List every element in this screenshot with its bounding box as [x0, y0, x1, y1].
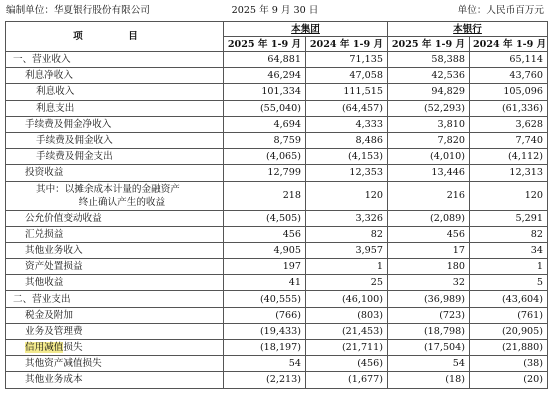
value-cell: (21,453) [306, 323, 388, 339]
value-cell: (38) [470, 356, 548, 372]
row-label: 二、营业支出 [6, 291, 224, 307]
value-cell: 82 [306, 226, 388, 242]
value-cell: (4,065) [224, 149, 306, 165]
value-cell: (4,505) [224, 210, 306, 226]
row-label: 其他业务收入 [6, 242, 224, 258]
income-statement-table [5, 21, 548, 389]
value-cell: 12,799 [224, 165, 306, 181]
value-cell: 46,294 [224, 68, 306, 84]
value-cell: 111,515 [306, 84, 388, 100]
table-row [6, 307, 548, 323]
value-cell: (2,089) [388, 210, 470, 226]
row-label [6, 340, 224, 356]
row-label-rest: 损失 [63, 342, 83, 354]
value-cell: (20,905) [470, 323, 548, 339]
value-cell: 101,334 [224, 84, 306, 100]
value-cell: 1 [470, 259, 548, 275]
value-cell: (723) [388, 307, 470, 323]
table-row [6, 275, 548, 291]
value-cell: 13,446 [388, 165, 470, 181]
value-cell: 41 [224, 275, 306, 291]
value-cell: (4,153) [306, 149, 388, 165]
row-label [6, 181, 224, 210]
value-cell: (17,504) [388, 340, 470, 356]
value-cell: 43,760 [470, 68, 548, 84]
value-cell: 94,829 [388, 84, 470, 100]
value-cell: 25 [306, 275, 388, 291]
table-row [6, 116, 548, 132]
period-header: 2024 年 1-9 月 [306, 37, 388, 52]
row-label: 利息收入 [6, 84, 224, 100]
value-cell: (4,112) [470, 149, 548, 165]
row-label-prefix: 其中： [36, 183, 65, 195]
preparer-label: 编制单位：华夏银行股份有限公司 [6, 5, 150, 16]
item-column-header: 项 目 [6, 22, 224, 52]
value-cell: 12,313 [470, 165, 548, 181]
value-cell: 197 [224, 259, 306, 275]
row-label: 税金及附加 [6, 307, 224, 323]
statement-date: 2025 年 9 月 30 日 [231, 5, 319, 16]
row-label: 业务及管理费 [6, 323, 224, 339]
table-row [6, 68, 548, 84]
currency-unit: 单位：人民币百万元 [457, 5, 544, 16]
row-label: 利息净收入 [6, 68, 224, 84]
table-row [6, 132, 548, 148]
value-cell: 218 [224, 181, 306, 210]
value-cell: (18,798) [388, 323, 470, 339]
value-cell: (803) [306, 307, 388, 323]
value-cell: 3,810 [388, 116, 470, 132]
value-cell: 8,486 [306, 132, 388, 148]
bank-column-header: 本银行 [388, 22, 548, 37]
value-cell: (40,555) [224, 291, 306, 307]
value-cell: (21,711) [306, 340, 388, 356]
value-cell: 64,881 [224, 52, 306, 68]
value-cell: 34 [470, 242, 548, 258]
value-cell: 3,628 [470, 116, 548, 132]
row-label: 汇兑损益 [6, 226, 224, 242]
table-row [6, 181, 548, 210]
value-cell: 5,291 [470, 210, 548, 226]
row-label: 投资收益 [6, 165, 224, 181]
row-label: 资产处置损益 [6, 259, 224, 275]
table-row [6, 52, 548, 68]
value-cell: (19,433) [224, 323, 306, 339]
table-row [6, 84, 548, 100]
value-cell: 54 [388, 356, 470, 372]
value-cell: (4,010) [388, 149, 470, 165]
value-cell: 7,820 [388, 132, 470, 148]
value-cell: (64,457) [306, 100, 388, 116]
table-row [6, 356, 548, 372]
value-cell: (18,197) [224, 340, 306, 356]
value-cell: 3,957 [306, 242, 388, 258]
statement-meta [0, 0, 550, 21]
value-cell: (456) [306, 356, 388, 372]
value-cell: (766) [224, 307, 306, 323]
period-header: 2025 年 1-9 月 [388, 37, 470, 52]
row-label-line: 终止确认产生的收益 [78, 196, 166, 208]
group-column-header: 本集团 [224, 22, 388, 37]
row-label: 手续费及佣金收入 [6, 132, 224, 148]
value-cell: 180 [388, 259, 470, 275]
table-row [6, 291, 548, 307]
value-cell: 4,905 [224, 242, 306, 258]
value-cell: 105,096 [470, 84, 548, 100]
value-cell: 216 [388, 181, 470, 210]
value-cell: 5 [470, 275, 548, 291]
value-cell: 71,135 [306, 52, 388, 68]
row-label: 利息支出 [6, 100, 224, 116]
value-cell: 7,740 [470, 132, 548, 148]
row-label: 手续费及佣金支出 [6, 149, 224, 165]
value-cell: (20) [470, 372, 548, 388]
value-cell: 456 [388, 226, 470, 242]
value-cell: 65,114 [470, 52, 548, 68]
value-cell: 17 [388, 242, 470, 258]
value-cell: 120 [470, 181, 548, 210]
value-cell: 8,759 [224, 132, 306, 148]
period-header: 2025 年 1-9 月 [224, 37, 306, 52]
value-cell: (36,989) [388, 291, 470, 307]
highlighted-text: 信用减值 [25, 342, 64, 354]
table-row [6, 210, 548, 226]
value-cell: (18) [388, 372, 470, 388]
value-cell: (761) [470, 307, 548, 323]
table-row [6, 100, 548, 116]
value-cell: 4,333 [306, 116, 388, 132]
value-cell: (43,604) [470, 291, 548, 307]
table-row [6, 242, 548, 258]
row-label-line: 以摊余成本计量的金融资产 [64, 183, 180, 195]
value-cell: (2,213) [224, 372, 306, 388]
value-cell: 82 [470, 226, 548, 242]
table-row [6, 259, 548, 275]
value-cell: 120 [306, 181, 388, 210]
value-cell: (61,336) [470, 100, 548, 116]
table-row [6, 226, 548, 242]
table-row [6, 323, 548, 339]
table-row [6, 372, 548, 388]
row-label: 其他业务成本 [6, 372, 224, 388]
row-label: 一、营业收入 [6, 52, 224, 68]
row-label: 公允价值变动收益 [6, 210, 224, 226]
table-row [6, 165, 548, 181]
value-cell: (1,677) [306, 372, 388, 388]
value-cell: 4,694 [224, 116, 306, 132]
value-cell: 54 [224, 356, 306, 372]
value-cell: (46,100) [306, 291, 388, 307]
row-label: 其他资产减值损失 [6, 356, 224, 372]
value-cell: 3,326 [306, 210, 388, 226]
value-cell: (55,040) [224, 100, 306, 116]
value-cell: (52,293) [388, 100, 470, 116]
value-cell: 32 [388, 275, 470, 291]
value-cell: (21,880) [470, 340, 548, 356]
value-cell: 456 [224, 226, 306, 242]
header-row-entities [6, 22, 548, 37]
table-row [6, 340, 548, 356]
row-label: 其他收益 [6, 275, 224, 291]
value-cell: 1 [306, 259, 388, 275]
value-cell: 58,388 [388, 52, 470, 68]
row-label: 手续费及佣金净收入 [6, 116, 224, 132]
table-row [6, 149, 548, 165]
period-header: 2024 年 1-9 月 [470, 37, 548, 52]
value-cell: 42,536 [388, 68, 470, 84]
value-cell: 12,353 [306, 165, 388, 181]
value-cell: 47,058 [306, 68, 388, 84]
